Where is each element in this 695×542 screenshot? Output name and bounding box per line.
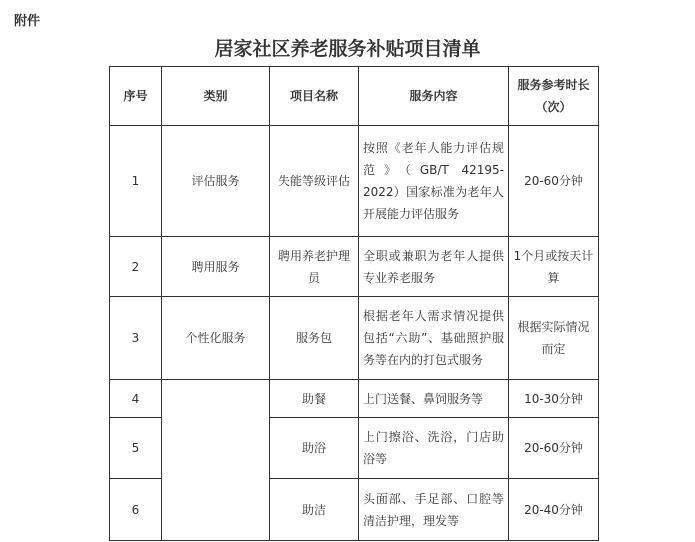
row-category: 个性化服务 xyxy=(162,297,270,380)
row-category: 评估服务 xyxy=(162,126,270,237)
row-item-name: 助餐 xyxy=(270,380,359,418)
row-no: 3 xyxy=(110,297,162,380)
row-item-name: 聘用养老护理员 xyxy=(270,237,359,297)
row-content: 全职或兼职为老年人提供专业养老服务 xyxy=(359,237,509,297)
table-row xyxy=(110,126,599,237)
table-row xyxy=(110,380,599,418)
row-content: 根据老年人需求情况提供包括“六助”、基础照护服务等在内的打包式服务 xyxy=(359,297,509,380)
row-no: 4 xyxy=(110,380,162,418)
row-duration: 1个月或按天计算 xyxy=(509,237,599,297)
header-item-name: 项目名称 xyxy=(270,67,359,126)
header-no: 序号 xyxy=(110,67,162,126)
service-subsidy-table xyxy=(109,66,599,541)
row-item-name: 助洁 xyxy=(270,479,359,541)
row-no: 5 xyxy=(110,418,162,479)
header-content: 服务内容 xyxy=(359,67,509,126)
table-row xyxy=(110,297,599,380)
document-title: 居家社区养老服务补贴项目清单 xyxy=(214,38,481,60)
header-duration: 服务参考时长（次） xyxy=(509,67,599,126)
row-content: 上门送餐、鼻饲服务等 xyxy=(359,380,509,418)
row-duration: 10-30分钟 xyxy=(509,380,599,418)
row-no: 6 xyxy=(110,479,162,541)
table-header-row xyxy=(110,67,599,126)
table-row xyxy=(110,237,599,297)
row-duration: 20-40分钟 xyxy=(509,479,599,541)
row-item-name: 服务包 xyxy=(270,297,359,380)
row-no: 1 xyxy=(110,126,162,237)
row-no: 2 xyxy=(110,237,162,297)
row-category: 聘用服务 xyxy=(162,237,270,297)
row-content: 头面部、手足部、口腔等清洁护理，理发等 xyxy=(359,479,509,541)
attachment-label: 附件 xyxy=(14,14,41,29)
row-item-name: 助浴 xyxy=(270,418,359,479)
row-duration: 20-60分钟 xyxy=(509,418,599,479)
row-category-merged xyxy=(162,380,270,541)
row-duration: 20-60分钟 xyxy=(509,126,599,237)
row-content: 上门擦浴、洗浴，门店助浴等 xyxy=(359,418,509,479)
header-category: 类别 xyxy=(162,67,270,126)
row-duration: 根据实际情况而定 xyxy=(509,297,599,380)
row-item-name: 失能等级评估 xyxy=(270,126,359,237)
row-content: 按照《老年人能力评估规范》（GB/T 42195-2022）国家标准为老年人开展能力评估服务 xyxy=(359,126,509,237)
